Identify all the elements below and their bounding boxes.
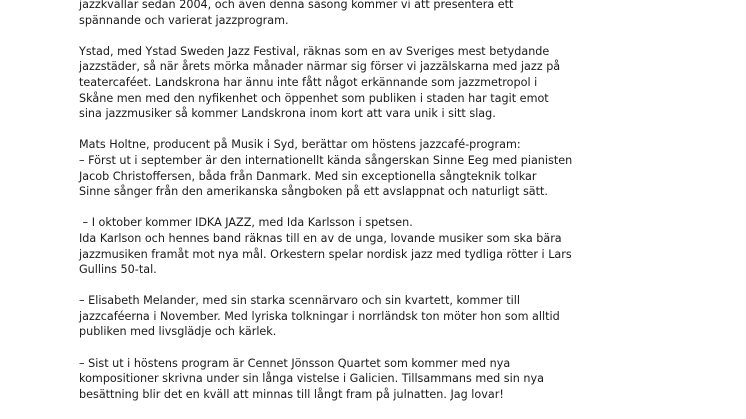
text-line: – Elisabeth Melander, med sin starka scennärvaro och sin kvartett, kommer till (79, 294, 520, 308)
text-line: Gullins 50-tal. (79, 263, 157, 277)
text-line: jazzstäder, så när årets mörka månader närmar sig förser vi jazzälskarna med jazz på (79, 60, 561, 74)
paragraph-intro-end (79, 0, 719, 28)
text-line: jazzmusiken framåt mot nya mål. Orkestern spelar nordisk jazz med tydliga rötter i Lars (79, 247, 572, 261)
document-body (79, 0, 719, 418)
text-line: jazzcaféerna i November. Med lyriska tolkningar i norrländsk ton möter hon som alltid (79, 309, 560, 323)
text-line: Sinne sånger från den amerikanska sångboken på ett avslappnat och naturligt sätt. (79, 185, 548, 199)
paragraph-october (79, 215, 719, 277)
text-line: sina jazzmusiker så kommer Landskrona inom kort att vara unik i sitt slag. (79, 107, 496, 121)
text-line: – I oktober kommer IDKA JAZZ, med Ida Karlsson i spetsen. (79, 216, 413, 230)
text-line: teatercaféet. Landskrona har ännu inte fått något erkännande som jazzmetropol i (79, 75, 538, 89)
text-line: Mats Holtne, producent på Musik i Syd, berättar om höstens jazzcafé-program: (79, 138, 521, 152)
text-line: publiken med livsglädje och kärlek. (79, 325, 277, 339)
text-line: Ida Karlson och hennes band räknas till en av de unga, lovande musiker som ska bära (79, 231, 562, 245)
text-line: jazzkvällar sedan 2004, och även denna säsong kommer vi att presentera ett (79, 0, 514, 11)
text-line: – Först ut i september är den internationellt kända sångerskan Sinne Eeg med pianisten (79, 153, 573, 167)
paragraph-december (79, 356, 719, 403)
text-line: Ystad, med Ystad Sweden Jazz Festival, räknas som en av Sveriges mest betydande (79, 44, 550, 58)
paragraph-ystad (79, 44, 719, 122)
paragraph-november (79, 293, 719, 340)
paragraph-september (79, 137, 719, 199)
text-line: kompositioner skrivna under sin långa vistelse i Galicien. Tillsammans med sin nya (79, 372, 544, 386)
text-line: spännande och varierat jazzprogram. (79, 13, 289, 27)
text-line: besättning blir det en kväll att minnas till långt fram på julnatten. Jag lovar! (79, 387, 504, 401)
text-line: – Sist ut i höstens program är Cennet Jönsson Quartet som kommer med nya (79, 356, 511, 370)
text-line: Skåne men med den nyfikenhet och öppenhet som publiken i staden har tagit emot (79, 91, 549, 105)
text-line: Jacob Christoffersen, båda från Danmark. Med sin exceptionella sångteknik tolkar (79, 169, 537, 183)
